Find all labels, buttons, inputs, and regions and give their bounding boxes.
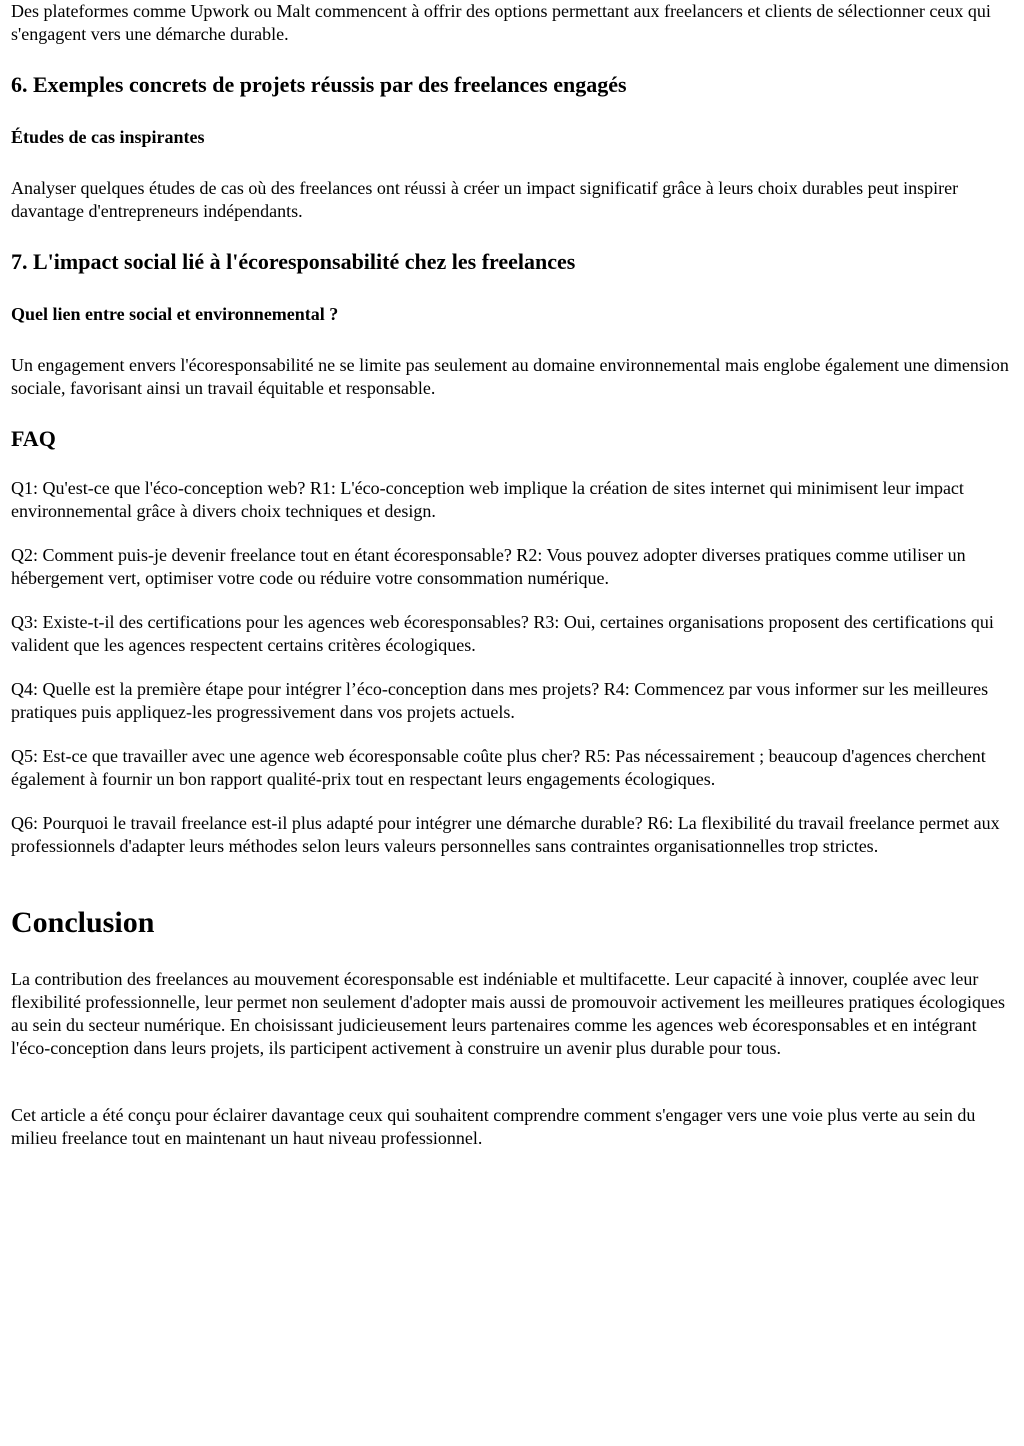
section-6-subheading: Études de cas inspirantes xyxy=(11,127,205,147)
section-7-paragraph: Un engagement envers l'écoresponsabilité ne se limite pas seulement au domaine environnemental mais englobe également une dimension sociale, favorisant ainsi un travail équitable et responsable. xyxy=(11,355,1009,398)
intro-paragraph: Des plateformes comme Upwork ou Malt commencent à offrir des options permettant aux freelancers et clients de sélectionner ceux qui s'engagent vers une démarche durable. xyxy=(11,1,991,44)
faq-item: Q5: Est-ce que travailler avec une agence web écoresponsable coûte plus cher? R5: Pas nécessairement ; beaucoup d'agences cherchent également à fournir un bon rapport qualité-prix tout en respectant leurs engagements écologiques. xyxy=(11,746,986,789)
faq-item: Q3: Existe-t-il des certifications pour les agences web écoresponsables? R3: Oui, certaines organisations proposent des certifications qui valident que les agences respectent certains critères écologiques. xyxy=(11,612,994,655)
conclusion-paragraph: La contribution des freelances au mouvement écoresponsable est indéniable et multifacette. Leur capacité à innover, couplée avec leur flexibilité professionnelle, leur permet non seulement d'adopter mais aussi de promouvoir activement les meilleures pratiques écologiques au sein du secteur numérique. En choisissant judicieusement leurs partenaires comme les agences web écoresponsables et en intégrant l'éco-conception dans leurs projets, ils participent activement à construire un avenir plus durable pour tous. xyxy=(11,969,1005,1058)
faq-item: Q2: Comment puis-je devenir freelance tout en étant écoresponsable? R2: Vous pouvez adopter diverses pratiques comme utiliser un hébergement vert, optimiser votre code ou réduire votre consommation numérique. xyxy=(11,545,966,588)
faq-item: Q6: Pourquoi le travail freelance est-il plus adapté pour intégrer une démarche durable? R6: La flexibilité du travail freelance permet aux professionnels d'adapter leurs méthodes selon leurs valeurs personnelles sans contraintes organisationnelles trop strictes. xyxy=(11,813,1000,856)
conclusion-paragraph: Cet article a été conçu pour éclairer davantage ceux qui souhaitent comprendre comment s'engager vers une voie plus verte au sein du milieu freelance tout en maintenant un haut niveau professionnel. xyxy=(11,1105,976,1148)
conclusion-heading: Conclusion xyxy=(11,906,155,939)
faq-item: Q1: Qu'est-ce que l'éco-conception web? R1: L'éco-conception web implique la création de sites internet qui minimisent leur impact environnemental grâce à divers choix techniques et design. xyxy=(11,478,964,521)
section-7-subheading: Quel lien entre social et environnemental ? xyxy=(11,304,339,324)
faq-item: Q4: Quelle est la première étape pour intégrer l’éco-conception dans mes projets? R4: Commencez par vous informer sur les meilleures pratiques puis appliquez-les progressivement dans vos projets actuels. xyxy=(11,679,989,722)
section-7-heading: 7. L'impact social lié à l'écoresponsabilité chez les freelances xyxy=(11,249,576,274)
section-6-paragraph: Analyser quelques études de cas où des freelances ont réussi à créer un impact significatif grâce à leurs choix durables peut inspirer davantage d'entrepreneurs indépendants. xyxy=(11,178,959,221)
faq-heading: FAQ xyxy=(11,426,56,451)
section-6-heading: 6. Exemples concrets de projets réussis par des freelances engagés xyxy=(11,72,627,97)
